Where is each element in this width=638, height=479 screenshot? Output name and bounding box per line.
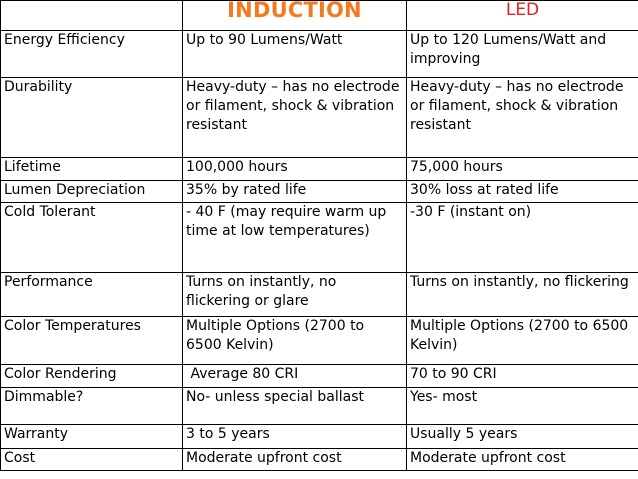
induction-cell: Moderate upfront cost bbox=[183, 449, 407, 471]
row-label: Cold Tolerant bbox=[1, 203, 183, 273]
table-row bbox=[1, 388, 638, 425]
table-row bbox=[1, 425, 638, 449]
induction-cell: 35% by rated life bbox=[183, 181, 407, 203]
table-row bbox=[1, 273, 638, 317]
header-blank-cell bbox=[1, 1, 183, 31]
table-row bbox=[1, 449, 638, 471]
row-label: Performance bbox=[1, 273, 183, 317]
induction-cell: Up to 90 Lumens/Watt bbox=[183, 31, 407, 78]
led-cell: Turns on instantly, no flickering bbox=[407, 273, 638, 317]
led-cell: Usually 5 years bbox=[407, 425, 638, 449]
table-row bbox=[1, 78, 638, 158]
led-cell: Up to 120 Lumens/Watt and improving bbox=[407, 31, 638, 78]
induction-cell: Turns on instantly, no flickering or glare bbox=[183, 273, 407, 317]
header-led: LED bbox=[407, 1, 638, 31]
table-row bbox=[1, 31, 638, 78]
induction-cell: Heavy-duty – has no electrode or filament, shock & vibration resistant bbox=[183, 78, 407, 158]
table-row bbox=[1, 158, 638, 181]
header-row bbox=[1, 1, 638, 31]
led-cell: 30% loss at rated life bbox=[407, 181, 638, 203]
induction-cell: Multiple Options (2700 to 6500 Kelvin) bbox=[183, 317, 407, 365]
induction-cell: No- unless special ballast bbox=[183, 388, 407, 425]
induction-cell: - 40 F (may require warm up time at low temperatures) bbox=[183, 203, 407, 273]
led-cell: 70 to 90 CRI bbox=[407, 365, 638, 388]
led-cell: Yes- most bbox=[407, 388, 638, 425]
row-label: Warranty bbox=[1, 425, 183, 449]
led-cell: Moderate upfront cost bbox=[407, 449, 638, 471]
table-row bbox=[1, 181, 638, 203]
header-induction: INDUCTION bbox=[183, 1, 407, 31]
table-row bbox=[1, 365, 638, 388]
row-label: Energy Efficiency bbox=[1, 31, 183, 78]
row-label: Durability bbox=[1, 78, 183, 158]
led-cell: 75,000 hours bbox=[407, 158, 638, 181]
led-cell: -30 F (instant on) bbox=[407, 203, 638, 273]
row-label: Cost bbox=[1, 449, 183, 471]
induction-cell: 3 to 5 years bbox=[183, 425, 407, 449]
row-label: Lumen Depreciation bbox=[1, 181, 183, 203]
table-row bbox=[1, 203, 638, 273]
led-cell: Heavy-duty – has no electrode or filament, shock & vibration resistant bbox=[407, 78, 638, 158]
row-label: Lifetime bbox=[1, 158, 183, 181]
row-label: Color Temperatures bbox=[1, 317, 183, 365]
induction-cell: 100,000 hours bbox=[183, 158, 407, 181]
led-cell: Multiple Options (2700 to 6500 Kelvin) bbox=[407, 317, 638, 365]
table-row bbox=[1, 317, 638, 365]
row-label: Dimmable? bbox=[1, 388, 183, 425]
row-label: Color Rendering bbox=[1, 365, 183, 388]
induction-cell: Average 80 CRI bbox=[183, 365, 407, 388]
